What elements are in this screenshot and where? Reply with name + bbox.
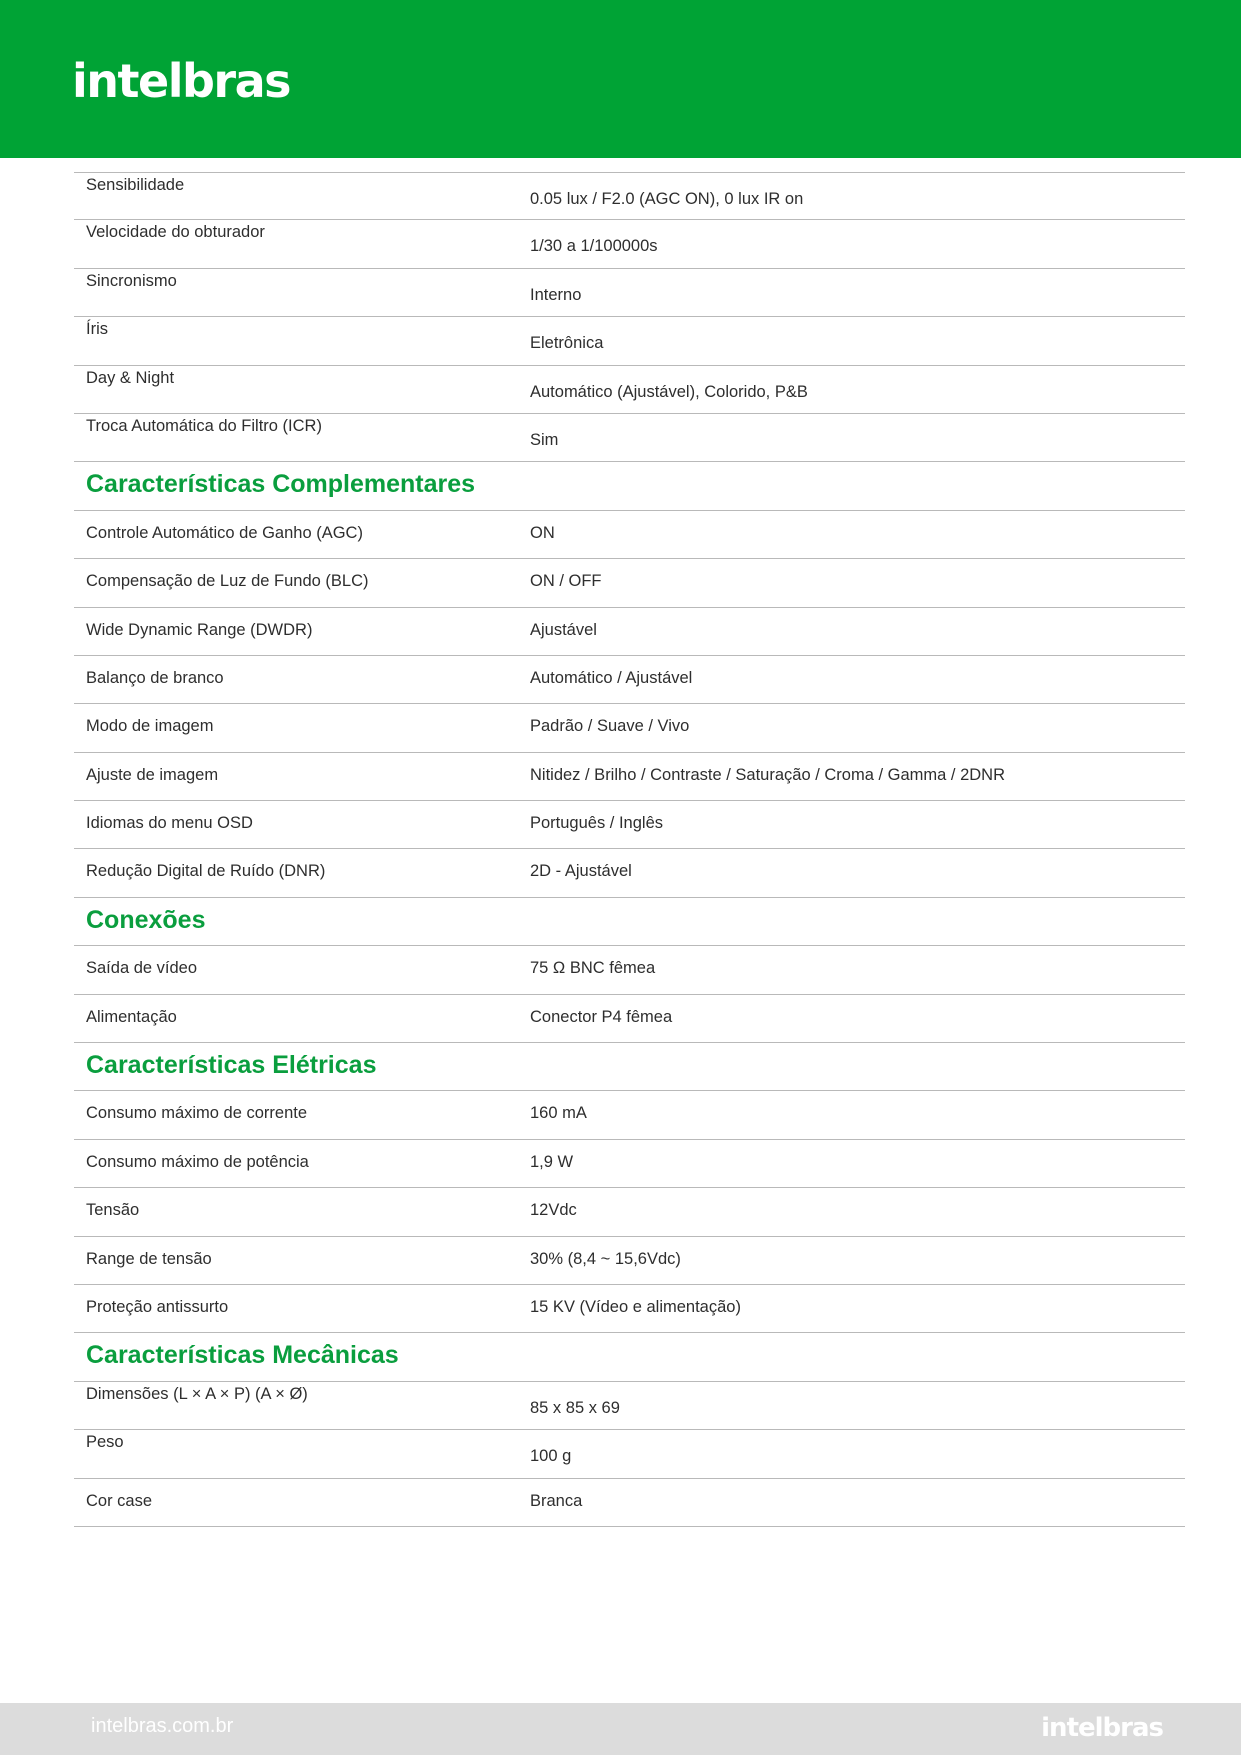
- spec-row: [74, 317, 1185, 365]
- spec-row: [74, 1188, 1185, 1236]
- spec-row: [74, 995, 1185, 1043]
- spec-row: [74, 608, 1185, 656]
- spec-label: Compensação de Luz de Fundo (BLC): [86, 572, 369, 591]
- spec-value: Português / Inglês: [530, 814, 663, 833]
- spec-row: [74, 1430, 1185, 1478]
- spec-label: Consumo máximo de corrente: [86, 1104, 308, 1123]
- spec-value: Conector P4 fêmea: [530, 1007, 673, 1026]
- spec-label: Proteção antissurto: [86, 1297, 229, 1316]
- spec-label: Íris: [86, 320, 108, 339]
- section-title: Conexões: [86, 905, 206, 934]
- spec-label: Balanço de branco: [86, 668, 224, 687]
- spec-value: Eletrônica: [530, 334, 604, 353]
- spec-label: Range de tensão: [86, 1249, 212, 1268]
- spec-row: [74, 1285, 1185, 1333]
- spec-row: [74, 946, 1185, 994]
- section-title: Características Elétricas: [86, 1051, 377, 1080]
- spec-value: Padrão / Suave / Vivo: [530, 717, 690, 736]
- spec-row: [74, 656, 1185, 704]
- spec-row: [74, 704, 1185, 752]
- spec-label: Alimentação: [86, 1007, 177, 1026]
- spec-value: 2D - Ajustável: [530, 862, 632, 881]
- intelbras-logo: intelbras: [72, 54, 291, 108]
- footer-url[interactable]: intelbras.com.br: [91, 1715, 234, 1737]
- spec-row: [74, 753, 1185, 801]
- spec-label: Sensibilidade: [86, 176, 185, 194]
- spec-value: 15 KV (Vídeo e alimentação): [530, 1297, 741, 1316]
- spec-value: Sim: [530, 430, 559, 449]
- spec-value: Interno: [530, 285, 582, 304]
- spec-value: Automático / Ajustável: [530, 668, 693, 687]
- spec-value: 30% (8,4 ~ 15,6Vdc): [530, 1249, 681, 1268]
- spec-label: Troca Automática do Filtro (ICR): [86, 416, 322, 435]
- spec-label: Consumo máximo de potência: [86, 1152, 309, 1171]
- spec-row: [74, 172, 1185, 220]
- spec-row: [74, 849, 1185, 897]
- spec-value: 0.05 lux / F2.0 (AGC ON), 0 lux IR on: [530, 190, 804, 208]
- spec-label: Wide Dynamic Range (DWDR): [86, 620, 313, 639]
- spec-label: Saída de vídeo: [86, 959, 198, 978]
- section-header: [74, 898, 1185, 946]
- footer: [0, 1703, 1241, 1755]
- section-title: Características Complementares: [86, 470, 476, 499]
- spec-value: 85 x 85 x 69: [530, 1398, 620, 1417]
- spec-value: 100 g: [530, 1447, 572, 1466]
- spec-row: [74, 559, 1185, 607]
- spec-label: Controle Automático de Ganho (AGC): [86, 523, 363, 542]
- spec-row: [74, 801, 1185, 849]
- spec-row: [74, 366, 1185, 414]
- spec-label: Peso: [86, 1433, 124, 1452]
- spec-label: Velocidade do obturador: [86, 223, 265, 242]
- spec-value: 1/30 a 1/100000s: [530, 237, 658, 256]
- spec-label: Ajuste de imagem: [86, 765, 219, 784]
- spec-value: ON: [530, 523, 555, 542]
- spec-label: Idiomas do menu OSD: [86, 814, 253, 833]
- spec-label: Modo de imagem: [86, 717, 214, 736]
- spec-value: Automático (Ajustável), Colorido, P&B: [530, 382, 808, 401]
- spec-table: [74, 172, 1185, 1527]
- spec-label: Day & Night: [86, 368, 175, 387]
- section-header: [74, 1333, 1185, 1381]
- spec-value: Branca: [530, 1491, 583, 1510]
- spec-value: 12Vdc: [530, 1201, 577, 1220]
- spec-value: 1,9 W: [530, 1152, 574, 1171]
- spec-label: Tensão: [86, 1201, 140, 1220]
- spec-label: Cor case: [86, 1491, 153, 1510]
- section-title: Características Mecânicas: [86, 1341, 399, 1370]
- section-header: [74, 1043, 1185, 1091]
- header-banner: [0, 0, 1241, 158]
- spec-row: [74, 1091, 1185, 1139]
- spec-row: [74, 1237, 1185, 1285]
- spec-label: Sincronismo: [86, 271, 177, 290]
- footer-logo: intelbras: [1041, 1713, 1163, 1743]
- spec-row: [74, 1479, 1185, 1527]
- spec-value: 160 mA: [530, 1104, 587, 1123]
- spec-value: ON / OFF: [530, 572, 602, 591]
- spec-row: [74, 1140, 1185, 1188]
- spec-value: Nitidez / Brilho / Contraste / Saturação / Croma / Gamma / 2DNR: [530, 765, 1005, 784]
- spec-label: Redução Digital de Ruído (DNR): [86, 862, 326, 881]
- spec-row: [74, 1382, 1185, 1430]
- section-header: [74, 462, 1185, 510]
- spec-label: Dimensões (L × A × P) (A × Ø): [86, 1384, 308, 1403]
- spec-value: 75 Ω BNC fêmea: [530, 959, 656, 978]
- spec-row: [74, 511, 1185, 559]
- spec-row: [74, 220, 1185, 268]
- spec-value: Ajustável: [530, 620, 597, 639]
- spec-row: [74, 269, 1185, 317]
- spec-row: [74, 414, 1185, 462]
